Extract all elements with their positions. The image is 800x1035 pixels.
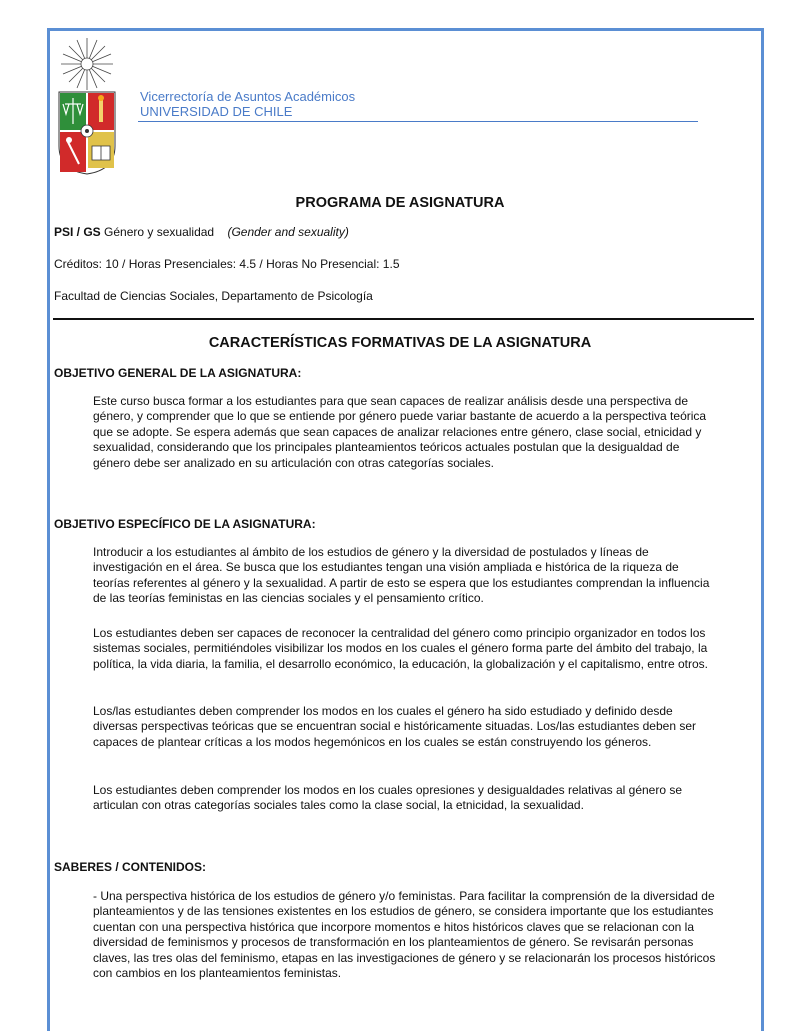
paragraph: - Una perspectiva histórica de los estudios de género y/o feministas. Para facilitar la comprensión de la diversidad de planteamientos y de las tensiones existentes en los estudios de género, se considera importante que los estudiantes cuentan con una perspectiva histórica que incorpore momentos e hitos históricos claves que se relacionan con la diversidad de feminismos y procesos de transformación en los planteamientos de género. Se revisarán personas claves, las tres olas del feminismo, etapas en las investigaciones de género y se relacionarán los procesos históricos con cambios en los planteamientos feministas.: [93, 889, 716, 981]
course-name-english: (Gender and sexuality): [227, 225, 349, 239]
university-crest-logo: [57, 36, 117, 176]
course-code: PSI / GS: [54, 225, 101, 239]
specific-objective-title: OBJETIVO ESPECÍFICO DE LA ASIGNATURA:: [54, 517, 316, 531]
contents-title: SABERES / CONTENIDOS:: [54, 860, 207, 874]
header-divider: [138, 121, 698, 122]
general-objective-title: OBJETIVO GENERAL DE LA ASIGNATURA:: [54, 366, 302, 380]
course-line: [54, 225, 349, 239]
course-name: Género y sexualidad: [104, 225, 215, 239]
credits-line: Créditos: 10 / Horas Presenciales: 4.5 / Horas No Presencial: 1.5: [54, 257, 400, 271]
institution-header: [140, 89, 355, 119]
specific-objective-paragraph-1: [93, 545, 718, 607]
section-divider: [53, 318, 754, 320]
general-objective-text: [93, 394, 718, 471]
paragraph: Introducir a los estudiantes al ámbito de los estudios de género y la diversidad de postulados y líneas de investigación en el área. Se busca que los estudiantes tengan una visión ampliada e histórica de la riqueza de teorías referentes al género y la sexualidad. A partir de esto se espera que los estudiantes comprendan la influencia de las teorías feministas en las ciencias sociales y el pensamiento crítico.: [93, 545, 710, 606]
paragraph: Los estudiantes deben ser capaces de reconocer la centralidad del género como principio organizador en todos los sistemas sociales, permitiéndoles visibilizar los modos en los cuales el género forma parte del ámbito del trabajo, la política, la vida diaria, la familia, el desarrollo económico, la educación, la globalización y el capitalismo, entre otros.: [93, 626, 708, 671]
paragraph: Los estudiantes deben comprender los modos en los cuales opresiones y desigualdades relativas al género se articulan con otras categorías sociales tales como la clase social, la etnicidad, la sexualidad.: [93, 783, 683, 813]
paragraph: Los/las estudiantes deben comprender los modos en los cuales el género ha sido estudiado y definido desde diversas perspectivas teóricas que se encuentran social e históricamente situadas. Los/las estudiantes deben ser capaces de plantear críticas a los modos hegemónicos en los cuales se están construyendo los géneros.: [93, 704, 697, 749]
paragraph: Este curso busca formar a los estudiantes para que sean capaces de realizar análisis desde una perspectiva de género, y comprender que lo que se entiende por género puede variar bastante de acuerdo a la perspectiva teórica que se adopte. Se espera además que sean capaces de analizar relaciones entre género, clase social, etnicidad y sexualidad, considerando que los principales planteamientos teóricos actuales postulan que la desigualdad de género debe ser analizado en su articulación con otras categorías sociales.: [93, 394, 707, 470]
university-name: UNIVERSIDAD DE CHILE: [140, 104, 293, 119]
office-name: Vicerrectoría de Asuntos Académicos: [140, 89, 356, 104]
specific-objective-paragraph-4: [93, 783, 718, 814]
contents-text: [93, 889, 718, 981]
specific-objective-paragraph-2: [93, 626, 718, 672]
specific-objective-paragraph-3: [93, 704, 718, 750]
characteristics-title: CARACTERÍSTICAS FORMATIVAS DE LA ASIGNATURA: [208, 335, 592, 351]
program-title: PROGRAMA DE ASIGNATURA: [295, 195, 505, 211]
faculty-line: Facultad de Ciencias Sociales, Departamento de Psicología: [54, 289, 373, 303]
